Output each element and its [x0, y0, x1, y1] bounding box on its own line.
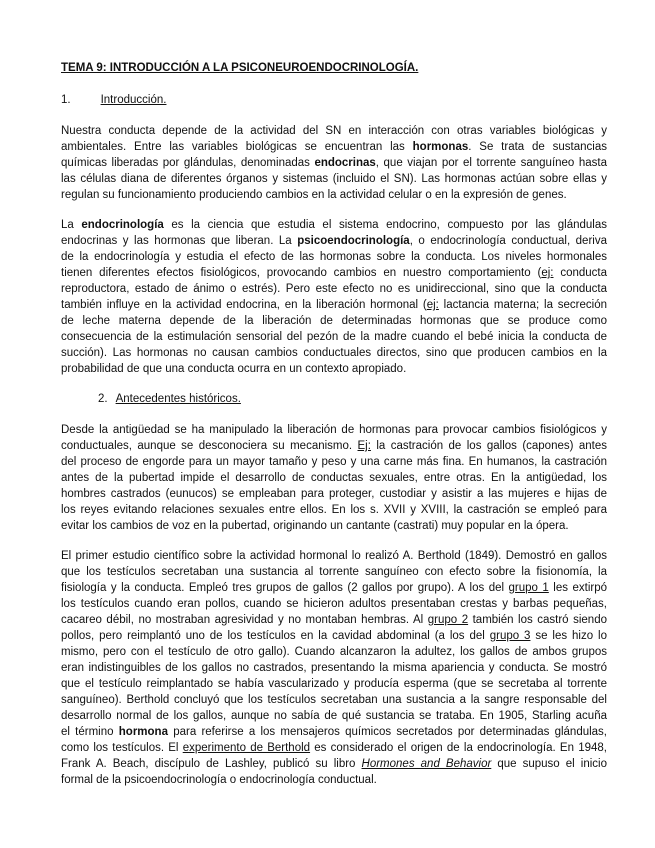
term-hormonas: hormonas — [412, 141, 469, 153]
paragraph-line: que los testículos secretaban una sustancia al torrente sanguíneo con efecto sobre la fisionomía, la — [61, 566, 607, 578]
group-reference: grupo 1 — [508, 582, 549, 594]
paragraph-line: Nuestra conducta depende de la actividad del SN en interacción con otras variables biológicas y — [61, 125, 607, 137]
paragraph-line: hombres castrados (eunucos) se empleaban para proteger, custodiar y asistir a las mujeres e hijas de — [61, 488, 607, 500]
example-marker: Ej: — [357, 440, 371, 452]
term-endocrinas: endocrinas — [314, 157, 376, 169]
group-reference: grupo 3 — [489, 630, 531, 642]
document-title: TEMA 9: INTRODUCCIÓN A LA PSICONEUROENDOCRINOLOGÍA. — [61, 62, 419, 74]
example-marker: ej: — [541, 267, 554, 279]
paragraph-line: mismo, pero con el testículo de otro gallo). Cuando alcanzaron la adultez, los gallos de ambos grupos — [61, 646, 607, 658]
paragraph-line: evitar los cambios de voz en la pubertad, originando un cantante (castrati) muy popular en la ópera. — [61, 520, 569, 532]
paragraph-line: fisiología y la conducta. Empleó tres grupos de gallos (2 gallos por grupo). A los del grupo 1 les extirpó — [61, 582, 607, 594]
paragraph-line: endocrinas y las hormonas que liberan. La psicoendocrinología, o endocrinología conductual, deriva — [61, 235, 607, 247]
paragraph-line: químicas liberadas por glándulas, denominadas endocrinas, que viajan por el torrente sanguíneo hasta — [61, 157, 607, 169]
section-heading-introduccion — [61, 92, 607, 108]
paragraph-line: formal de la psicoendocrinología o endocrinología conductual. — [61, 774, 377, 786]
experiment-reference: experimento de Berthold — [182, 742, 311, 754]
paragraph-line: ambientales. Entre las variables biológicas se encuentran las hormonas. Se trata de sustancias — [61, 141, 607, 153]
paragraph-line: de la endocrinología y estudia el efecto de las hormonas sobre la conducta. Los niveles hormonales — [61, 251, 607, 263]
paragraph-line: cacareo débil, no mostraban agresividad y no montaban hembras. Al grupo 2 también los castró siendo — [61, 614, 607, 626]
paragraph-line: de leche materna depende de la liberación de determinadas hormonas que se produce como — [61, 315, 607, 327]
group-reference: grupo 2 — [427, 614, 469, 626]
paragraph-line: sanguíneo). Berthold concluyó que los testículos secretaban una sustancia a la sangre responsable del — [61, 694, 607, 706]
paragraph-line: consecuencia de la estimulación sensorial del pezón de la madre cuando el bebé inicia la conducta de — [61, 331, 607, 343]
paragraph-line: probabilidad de que una conducta ocurra en un contexto apropiado. — [61, 363, 407, 375]
paragraph-line: Desde la antigüedad se ha manipulado la liberación de hormonas para provocar cambios fisiológicos y — [61, 424, 607, 436]
paragraph-line: Frank A. Beach, discípulo de Lashley, publicó su libro Hormones and Behavior que supuso el inicio — [61, 758, 607, 770]
paragraph-line: conductuales, aunque se desconociera su mecanismo. Ej: la castración de los gallos (capones) antes — [61, 440, 607, 452]
paragraph-line: eran indistinguibles de los gallos no castrados, presentando la misma apariencia y conducta. Se mostró — [61, 662, 607, 674]
paragraph-line: que el testículo reimplantado se había vascularizado y producía esperma (que se secretaba al torrente — [61, 678, 607, 690]
paragraph-line: los testículos cuando eran pollos, cuando se hicieron adultos presentaban crestas y barbas pequeñas, — [61, 598, 607, 610]
example-marker: ej: — [426, 299, 439, 311]
paragraph-line: el término hormona para referirse a los mensajeros químicos secretados por determinadas glándulas, — [61, 726, 608, 738]
paragraph-line: del proceso de engorde para un mayor tamaño y peso y una carne más fina. En humanos, la castración — [61, 456, 607, 468]
paragraph-line: también influye en la actividad endocrina, en la liberación hormonal (ej: lactancia materna; la secreción — [61, 299, 608, 311]
paragraph-line: regulan su funcionamiento produciendo cambios en la actividad celular o en la expresión de genes. — [61, 189, 567, 201]
paragraph-line: las células diana de diferentes órganos y sistemas (incluido el SN). Las hormonas actúan sobre ellas y — [61, 173, 607, 185]
section-title: Introducción. — [100, 94, 167, 106]
term-psicoendocrinologia: psicoendocrinología — [297, 235, 410, 247]
paragraph-line: La endocrinología es la ciencia que estudia el sistema endocrino, compuesto por las glándulas — [61, 219, 607, 231]
section-number: 1. — [61, 94, 71, 106]
paragraph-line: tienen diferentes efectos fisiológicos, provocando cambios en nuestro comportamiento (ej: conducta — [61, 267, 608, 279]
paragraph-line: como los testículos. El experimento de Berthold es considerado el origen de la endocrinología. En 1948, — [61, 742, 607, 754]
term-endocrinologia: endocrinología — [81, 219, 164, 231]
term-hormona: hormona — [118, 726, 168, 738]
paragraph-line: reproductora, estado de ánimo o estrés). Pero este efecto no es unidireccional, sino que la conducta — [61, 283, 607, 295]
paragraph-line: los reyes evitando relaciones sexuales entre ellos. En los s. XVII y XVIII, la castración se empleó para — [61, 504, 607, 516]
paragraph-line: El primer estudio científico sobre la actividad hormonal lo realizó A. Berthold (1849). Demostró en gallos — [61, 550, 607, 562]
paragraph-line: desarrollo normal de los gallos, aunque no sabía de qué sustancia se trataba. En 1905, Starling acuña — [61, 710, 607, 722]
section-number: 2. — [98, 393, 108, 405]
book-title: Hormones and Behavior — [361, 758, 492, 770]
paragraph-line: antes de la pubertad impide el desarrollo de conductas sexuales, entre otras. En la antigüedad, los — [61, 472, 607, 484]
paragraph-line: succión). Las hormonas no causan cambios conductuales directos, sino que producen cambios en la — [61, 347, 607, 359]
paragraph-line: pollos, pero reimplantó uno de los testículos en la cavidad abdominal (a los del grupo 3 se les hizo lo — [61, 630, 607, 642]
section-title: Antecedentes históricos. — [115, 393, 241, 405]
section-heading-antecedentes — [98, 391, 644, 407]
